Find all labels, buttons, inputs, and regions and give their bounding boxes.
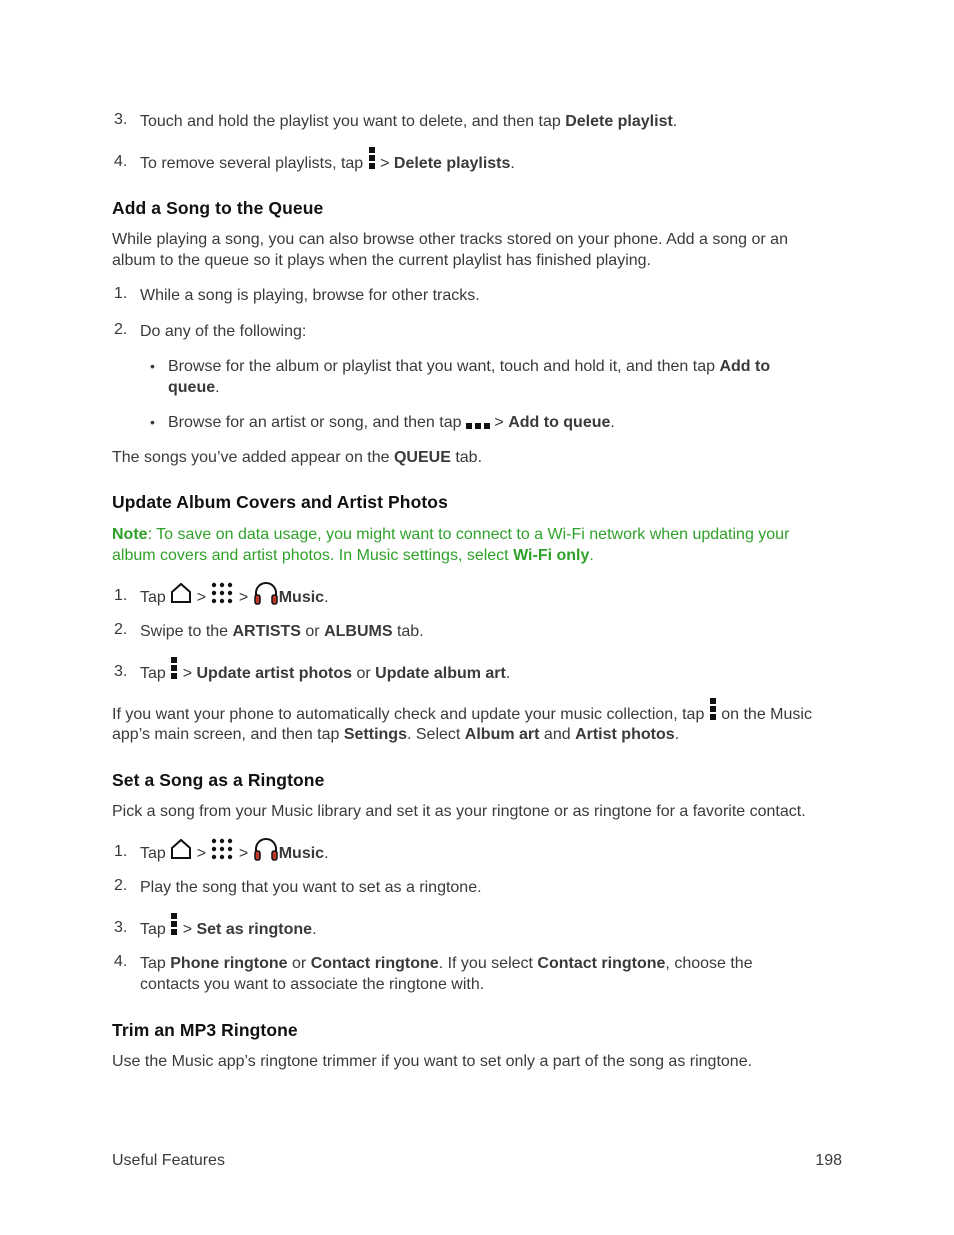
note-label: Note [112, 526, 148, 543]
para-bold: Artist photos [575, 726, 675, 743]
bullet-text-part: . [610, 414, 615, 431]
step-text [140, 919, 317, 940]
bullet-text-part: . [215, 379, 220, 396]
step-number: 3. [114, 111, 128, 128]
outro-part: The songs you’ve added appear on the [112, 449, 394, 466]
step-text-part: tab. [392, 623, 424, 640]
step-text-part: . [505, 665, 511, 682]
separator: > [375, 155, 394, 172]
step-number: 4. [114, 953, 128, 970]
note-line1 [112, 524, 789, 545]
step-bold: Music [278, 589, 325, 606]
step-text-part: Tap [140, 955, 171, 972]
step-number: 1. [114, 285, 128, 302]
bullet-bold: queue [168, 379, 216, 396]
footer-page-number: 198 [815, 1152, 842, 1169]
home-icon [170, 838, 192, 860]
vertical-dots-menu-icon [368, 146, 376, 170]
step-text: While a song is playing, browse for other tracks. [140, 287, 480, 304]
note-text: . [589, 547, 594, 564]
trim-intro: Use the Music app’s ringtone trimmer if you want to set only a part of the song as ringtone. [112, 1053, 753, 1070]
step-text-part: . [510, 155, 515, 172]
separator: > [178, 921, 197, 938]
separator: > [489, 414, 509, 431]
bullet-text-part: Browse for the album or playlist that you want, touch and hold it, and then tap [168, 358, 720, 375]
covers-para-line1 [112, 704, 812, 725]
step-number: 1. [114, 843, 128, 860]
apps-grid-icon [210, 837, 234, 861]
section-heading-ringtone: Set a Song as a Ringtone [112, 770, 325, 790]
step-bold: Contact ringtone [537, 955, 666, 972]
music-headphones-icon [253, 837, 279, 861]
vertical-dots-menu-icon [709, 697, 717, 721]
section-heading-trim: Trim an MP3 Ringtone [112, 1020, 298, 1040]
step-text-cont: contacts you want to associate the ringtone with. [140, 976, 485, 993]
para-part: app’s main screen, and then tap [112, 726, 344, 743]
music-headphones-icon [253, 581, 279, 605]
step-text [140, 153, 515, 174]
step-number: 2. [114, 321, 128, 338]
note-text: : To save on data usage, you might want to connect to a Wi-Fi network when updating your [147, 526, 790, 543]
step-text: Do any of the following: [140, 323, 307, 340]
step-number: 3. [114, 663, 128, 680]
section-heading-queue: Add a Song to the Queue [112, 198, 324, 218]
step-bold: ARTISTS [232, 623, 301, 640]
step-bold: Delete playlist [565, 113, 673, 130]
apps-grid-icon [210, 581, 234, 605]
separator: > [192, 589, 211, 606]
step-bold: Phone ringtone [170, 955, 288, 972]
step-text [140, 587, 329, 608]
step-bold: Update album art [375, 665, 506, 682]
step-bold: Contact ringtone [310, 955, 439, 972]
step-text [140, 843, 329, 864]
step-bold: Update artist photos [196, 665, 353, 682]
step-text-part: To remove several playlists, tap [140, 155, 368, 172]
step-bold: Set as ringtone [196, 921, 313, 938]
step-text-part: or [300, 623, 325, 640]
home-icon [170, 582, 192, 604]
separator: > [234, 589, 253, 606]
step-bold: Delete playlists [393, 155, 511, 172]
step-text-part: Tap [140, 845, 171, 862]
note-text: album covers and artist photos. In Music settings, select [112, 547, 514, 564]
bullet-text-cont [168, 377, 220, 398]
step-text-part: Touch and hold the playlist you want to delete, and then tap [140, 113, 566, 130]
bullet-text [168, 356, 770, 377]
step-text-part: . [312, 921, 317, 938]
step-text [140, 111, 677, 132]
ringtone-intro: Pick a song from your Music library and set it as your ringtone or as ringtone for a favorite contact. [112, 803, 806, 820]
step-text [140, 663, 510, 684]
step-text-part: or [352, 665, 376, 682]
step-number: 4. [114, 153, 128, 170]
para-part: . [674, 726, 680, 743]
step-text-part: Tap [140, 589, 171, 606]
step-text-part: , choose the [665, 955, 753, 972]
para-bold: Album art [464, 726, 540, 743]
step-text: Play the song that you want to set as a ringtone. [140, 879, 482, 896]
queue-intro-line2: album to the queue so it plays when the current playlist has finished playing. [112, 252, 651, 269]
step-text-part: . If you select [438, 955, 538, 972]
separator: > [192, 845, 211, 862]
step-number: 3. [114, 919, 128, 936]
bullet-dot: • [150, 414, 155, 430]
step-text-part: . [324, 845, 329, 862]
outro-part: tab. [450, 449, 483, 466]
step-number: 1. [114, 587, 128, 604]
step-text-part: . [324, 589, 329, 606]
step-text [140, 621, 424, 642]
bullet-bold: Add to queue [508, 414, 611, 431]
step-bold: ALBUMS [324, 623, 393, 640]
para-part: . Select [406, 726, 465, 743]
footer-section-title: Useful Features [112, 1152, 225, 1169]
step-text-part: Tap [140, 921, 171, 938]
step-text-part: Tap [140, 665, 171, 682]
queue-intro-line1: While playing a song, you can also browse other tracks stored on your phone. Add a song or an [112, 231, 788, 248]
step-text [140, 953, 753, 974]
step-text-part: . [672, 113, 678, 130]
step-text-part: Swipe to the [140, 623, 233, 640]
para-part: If you want your phone to automatically check and update your music collection, tap [112, 706, 709, 723]
section-heading-covers: Update Album Covers and Artist Photos [112, 492, 448, 512]
separator: > [178, 665, 197, 682]
queue-outro [112, 447, 482, 468]
step-number: 2. [114, 877, 128, 894]
outro-bold: QUEUE [393, 449, 451, 466]
para-part: on the Music [716, 706, 812, 723]
step-bold: Music [278, 845, 325, 862]
separator: > [234, 845, 253, 862]
horizontal-dots-more-icon [466, 422, 490, 430]
para-bold: Settings [343, 726, 407, 743]
note-line2 [112, 545, 594, 566]
covers-para-line2 [112, 724, 679, 745]
bullet-dot: • [150, 358, 155, 374]
step-number: 2. [114, 621, 128, 638]
bullet-bold: Add to [719, 358, 771, 375]
para-part: and [539, 726, 576, 743]
bullet-text [168, 412, 615, 433]
note-bold: Wi-Fi only [513, 547, 590, 564]
step-text-part: or [287, 955, 311, 972]
bullet-text-part: Browse for an artist or song, and then tap [168, 414, 466, 431]
